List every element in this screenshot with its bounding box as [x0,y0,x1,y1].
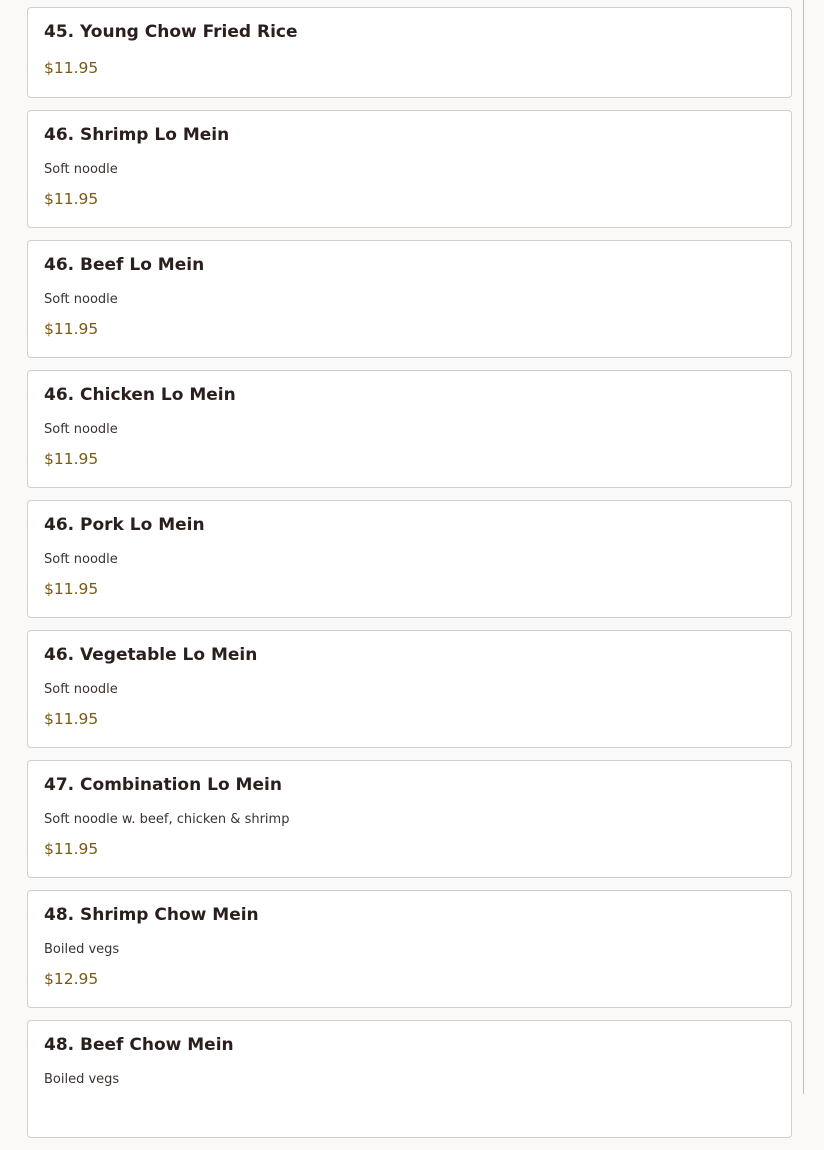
menu-item-name: 47. Combination Lo Mein [44,775,282,795]
menu-item-name: 45. Young Chow Fried Rice [44,22,298,42]
menu-item-description: Soft noodle [44,422,118,437]
menu-item-price: $11.95 [44,59,99,77]
menu-item-card[interactable] [27,630,792,748]
menu-item-card[interactable] [27,500,792,618]
menu-item-price: $11.95 [44,840,99,858]
menu-item-name: 46. Shrimp Lo Mein [44,125,230,145]
menu-item-description: Boiled vegs [44,1072,120,1087]
menu-item-name: 46. Vegetable Lo Mein [44,645,258,665]
menu-item-list [27,7,792,1150]
menu-item-card[interactable] [27,1020,792,1138]
menu-item-price: $11.95 [44,710,99,728]
menu-item-card[interactable] [27,110,792,228]
menu-item-name: 46. Beef Lo Mein [44,255,205,275]
menu-item-description: Soft noodle [44,682,118,697]
menu-item-card[interactable] [27,890,792,1008]
menu-item-description: Boiled vegs [44,942,120,957]
menu-item-description: Soft noodle [44,292,118,307]
menu-item-name: 48. Shrimp Chow Mein [44,905,259,925]
menu-item-price: $11.95 [44,320,99,338]
menu-item-name: 46. Pork Lo Mein [44,515,205,535]
menu-item-card[interactable] [27,760,792,878]
menu-item-card[interactable] [27,240,792,358]
menu-item-price: $11.95 [44,580,99,598]
menu-item-name: 46. Chicken Lo Mein [44,385,236,405]
menu-item-description: Soft noodle w. beef, chicken & shrimp [44,812,290,827]
menu-item-description: Soft noodle [44,552,118,567]
menu-item-price: $11.95 [44,450,99,468]
menu-item-card[interactable] [27,370,792,488]
menu-item-card[interactable] [27,7,792,98]
menu-item-price: $12.95 [44,970,99,988]
menu-item-description: Soft noodle [44,162,118,177]
menu-item-price: $11.95 [44,190,99,208]
scroll-area-divider [803,0,804,1094]
menu-item-name: 48. Beef Chow Mein [44,1035,234,1055]
